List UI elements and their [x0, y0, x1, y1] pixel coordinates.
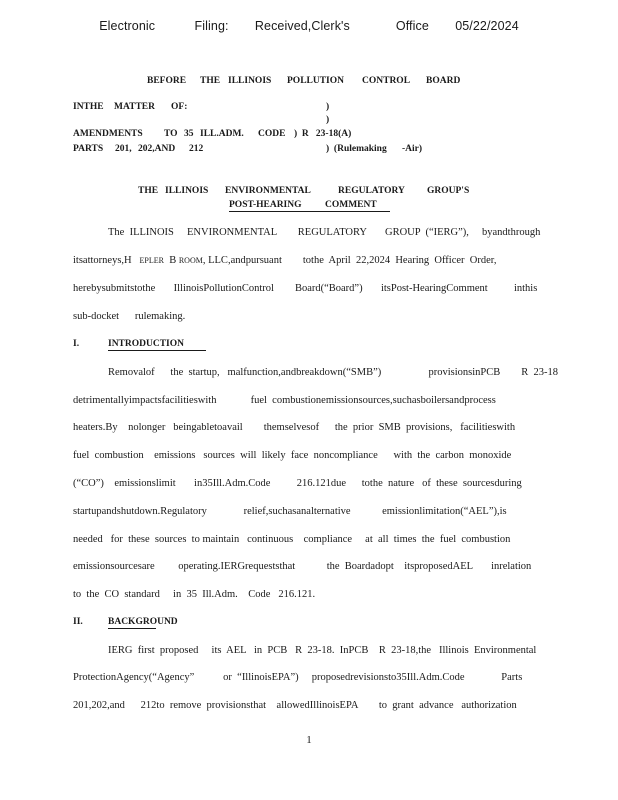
- caption-part-202: 202,AND: [138, 144, 176, 154]
- board-word-pollution: POLLUTION: [287, 76, 345, 86]
- section-1-line-6: startupandshutdown.Regulatory relief,suchasanalternative emissionlimitation(“AEL”),is: [73, 506, 507, 517]
- board-word-before: BEFORE: [147, 76, 187, 86]
- title-environmental: ENVIRONMENTAL: [225, 186, 311, 196]
- caption-amendments: AMENDMENTS: [73, 129, 143, 139]
- board-word-illinois: ILLINOIS: [228, 76, 272, 86]
- title-illinois: ILLINOIS: [165, 186, 209, 196]
- section-1-number: I.: [73, 339, 80, 349]
- title-the: THE: [138, 186, 159, 196]
- caption-part-201: 201,: [115, 144, 132, 154]
- caption-paren-2: ): [326, 115, 330, 125]
- section-1-line-3: heaters.By nolonger beingabletoavail themselvesof the prior SMB provisions, facilitieswith: [73, 422, 516, 433]
- caption-rulemaking: ) (Rulemaking: [326, 144, 387, 154]
- board-word-board: BOARD: [426, 76, 461, 86]
- title-groups: GROUP'S: [427, 186, 470, 196]
- intro-line-1: The ILLINOIS ENVIRONMENTAL REGULATORY GROUP (“IERG”), byandthrough: [108, 227, 541, 238]
- caption-to: TO: [164, 129, 178, 139]
- section-1-heading: INTRODUCTION: [108, 339, 185, 349]
- caption-in-the: INTHE: [73, 102, 104, 112]
- caption-paren-1: ): [326, 102, 330, 112]
- caption-code: CODE: [258, 129, 286, 139]
- section-1-line-8: emissionsourcesare operating.IERGrequeststhat the Boardadopt itsproposedAEL inrelation: [73, 561, 532, 572]
- intro-line-4: sub-docket rulemaking.: [73, 311, 186, 322]
- caption-of: OF:: [171, 102, 188, 112]
- section-1-line-2: detrimentallyimpactsfacilitieswith fuel combustionemissionsources,suchasboilersandprocess: [73, 395, 496, 406]
- caption-parts: PARTS: [73, 144, 104, 154]
- section-1-line-9: to the CO standard in 35 Ill.Adm. Code 216.121.: [73, 589, 316, 600]
- section-1-line-7: needed for these sources to maintain continuous compliance at all times the fuel combustion: [73, 534, 511, 545]
- filing-header: Electronic Filing: Received,Clerk's Office 05/22/2024: [99, 19, 519, 33]
- section-2-line-2: ProtectionAgency(“Agency” or “IllinoisEPA”) proposedrevisionsto35Ill.Adm.Code Parts: [73, 672, 523, 683]
- section-2-line-1: IERG first proposed its AEL in PCB R 23-18. InPCB R 23-18,the Illinois Environmental: [108, 645, 537, 656]
- section-2-line-3: 201,202,and 212to remove provisionsthat allowedIllinoisEPA to grant advance authorization: [73, 700, 517, 711]
- section-1-line-5: (“CO”) emissionslimit in35Ill.Adm.Code 216.121due tothe nature of these sourcesduring: [73, 478, 522, 489]
- title-underline: [229, 211, 390, 212]
- section-2-number: II.: [73, 617, 83, 627]
- page-number: 1: [306, 734, 312, 746]
- section-2-underline: [108, 628, 156, 629]
- board-word-control: CONTROL: [362, 76, 411, 86]
- title-regulatory: REGULATORY: [338, 186, 405, 196]
- title-post-hearing: POST-HEARING: [229, 200, 302, 210]
- section-2-heading: BACKGROUND: [108, 617, 178, 627]
- caption-docket-number: ) R 23-18(A): [294, 129, 352, 139]
- intro-line-2: itsattorneys,H EPLER B ROOM, LLC,andpursuant tothe April 22,2024 Hearing Officer Order,: [73, 255, 497, 266]
- section-1-line-1: Removalof the startup, malfunction,andbreakdown(“SMB”) provisionsinPCB R 23-18: [108, 367, 558, 378]
- caption-air: -Air): [402, 144, 423, 154]
- caption-ill-adm: ILL.ADM.: [200, 129, 244, 139]
- section-1-line-4: fuel combustion emissions sources will likely face noncompliance with the carbon monoxide: [73, 450, 512, 461]
- caption-35: 35: [184, 129, 194, 139]
- section-1-underline: [108, 350, 206, 351]
- board-word-the: THE: [200, 76, 221, 86]
- caption-matter: MATTER: [114, 102, 155, 112]
- caption-part-212: 212: [189, 144, 204, 154]
- title-comment: COMMENT: [325, 200, 377, 210]
- intro-line-3: herebysubmitstothe IllinoisPollutionControl Board(“Board”) itsPost-HearingComment inthis: [73, 283, 538, 294]
